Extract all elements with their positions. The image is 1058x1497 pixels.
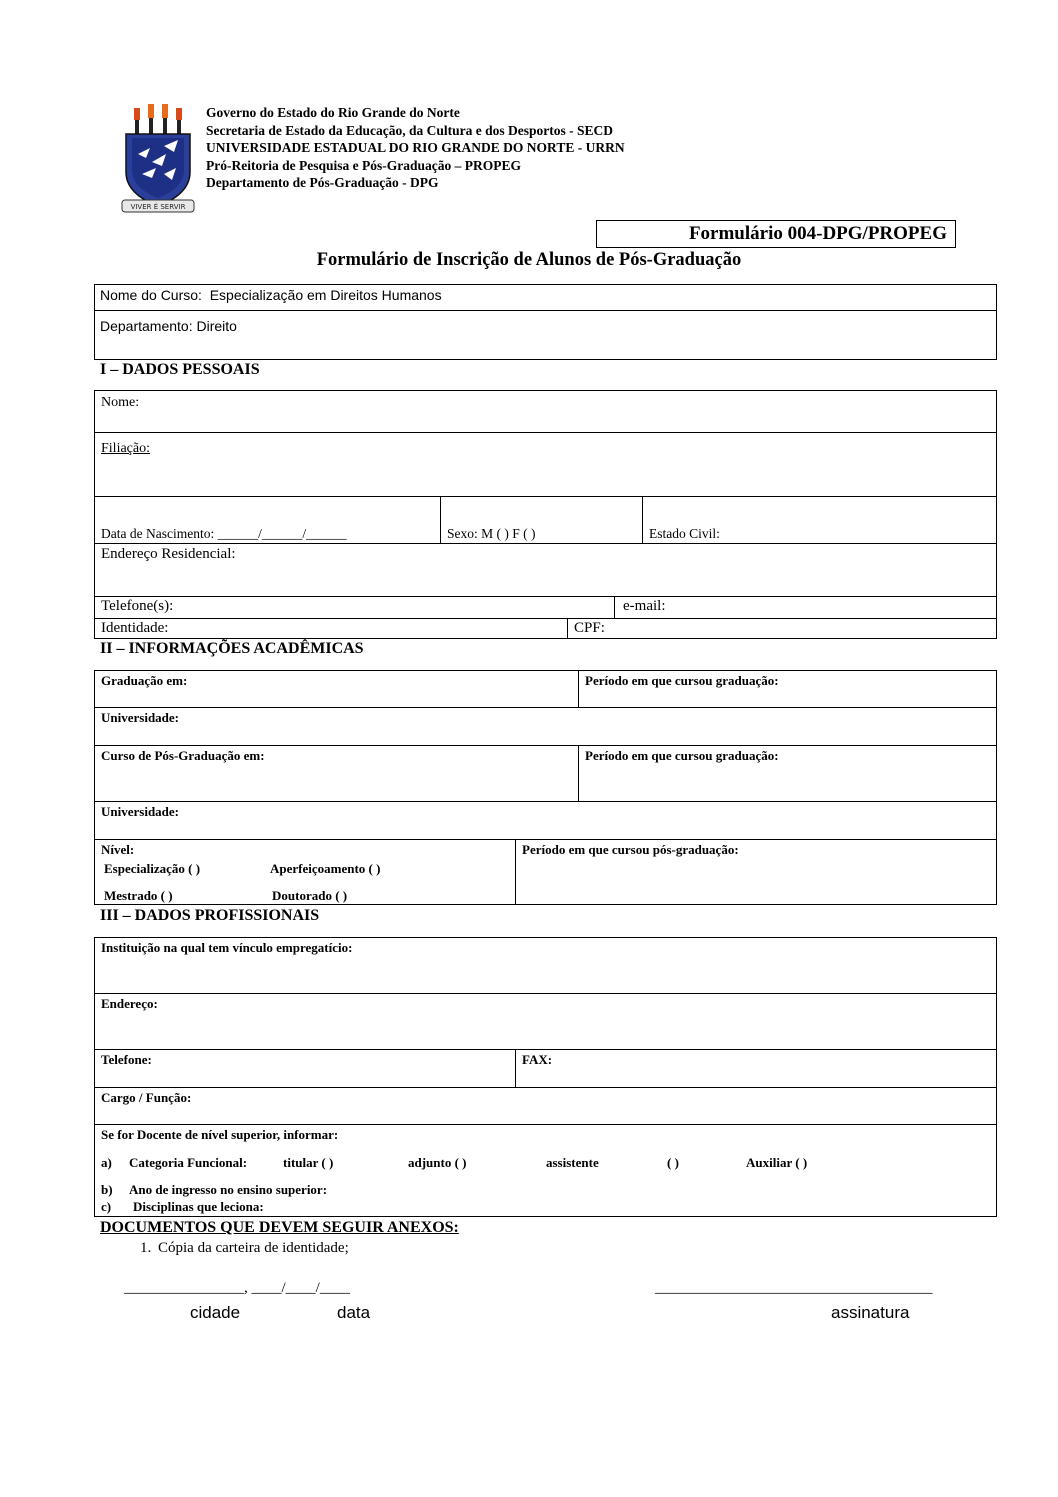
category-auxiliar-option[interactable]: Auxiliar ( ) — [746, 1155, 808, 1170]
level-label: Nível: — [101, 842, 135, 857]
header-line-1: Governo do Estado do Rio Grande do Norte — [206, 105, 460, 120]
teacher-info-label: Se for Docente de nível superior, informar: — [101, 1127, 339, 1142]
section-professional-title: III – DADOS PROFISSIONAIS — [100, 907, 320, 924]
postgrad-period-field[interactable]: Período em que cursou pós-graduação: — [522, 842, 739, 857]
torches-icon — [134, 104, 182, 134]
city-caption: cidade — [190, 1303, 241, 1322]
header-line-5: Departamento de Pós-Graduação - DPG — [206, 175, 439, 190]
marital-status-field[interactable]: Estado Civil: — [649, 526, 720, 541]
course-name-field[interactable] — [100, 287, 442, 303]
institution-header — [206, 104, 625, 192]
course-name-label: Nome do Curso: — [100, 287, 202, 303]
document-item-number: 1. — [140, 1240, 152, 1256]
form-code: Formulário 004-DPG/PROPEG — [596, 220, 956, 248]
university-logo — [118, 102, 198, 216]
section-personal-title: I – DADOS PESSOAIS — [100, 361, 260, 378]
header-line-2: Secretaria de Estado da Educação, da Cultura e dos Desportos - SECD — [206, 122, 614, 138]
work-address-field[interactable]: Endereço: — [101, 996, 158, 1011]
category-adjunto-option[interactable]: adjunto ( ) — [408, 1155, 467, 1170]
graduation-period-field[interactable]: Período em que cursou graduação: — [585, 673, 779, 688]
category-label: Categoria Funcional: — [129, 1155, 248, 1170]
department-label: Departamento: — [100, 318, 193, 334]
item-a-label: a) — [101, 1155, 112, 1170]
form-title: Formulário de Inscrição de Alunos de Pós-Graduação — [316, 250, 742, 270]
birthdate-field[interactable]: Data de Nascimento: ______/______/______ — [101, 526, 347, 541]
department-value: Direito — [196, 318, 237, 334]
employer-field[interactable]: Instituição na qual tem vínculo empregatício: — [101, 940, 353, 955]
category-assistente-label: assistente — [546, 1155, 599, 1170]
cpf-field[interactable]: CPF: — [574, 620, 605, 636]
home-address-field[interactable]: Endereço Residencial: — [101, 546, 236, 562]
signature-caption: assinatura — [831, 1303, 910, 1322]
academic-box — [94, 670, 997, 905]
documents-title: DOCUMENTOS QUE DEVEM SEGUIR ANEXOS: — [100, 1219, 459, 1236]
professional-box — [94, 937, 997, 1217]
position-field[interactable]: Cargo / Função: — [101, 1090, 192, 1105]
fax-field[interactable]: FAX: — [522, 1052, 553, 1067]
filiation-field[interactable]: Filiação: — [101, 441, 150, 456]
signature-line[interactable]: _____________________________________ — [655, 1280, 933, 1296]
document-item-text: Cópia da carteira de identidade; — [158, 1240, 349, 1256]
item-c-label: c) — [101, 1199, 112, 1214]
header-line-4: Pró-Reitoria de Pesquisa e Pós-Graduação – PROPEG — [206, 157, 521, 173]
category-titular-option[interactable]: titular ( ) — [283, 1155, 334, 1170]
personal-data-box — [94, 390, 997, 639]
graduation-field[interactable]: Graduação em: — [101, 673, 188, 688]
level-masters-option[interactable]: Mestrado ( ) — [104, 888, 173, 903]
university-field-2[interactable]: Universidade: — [101, 804, 179, 819]
phones-field[interactable]: Telefone(s): — [101, 598, 174, 614]
level-doctorate-option[interactable]: Doutorado ( ) — [272, 888, 348, 903]
logo-motto: VIVER É SERVIR — [130, 203, 186, 211]
date-caption: data — [337, 1303, 371, 1322]
section-academic-title: II – INFORMAÇÕES ACADÊMICAS — [100, 640, 364, 657]
header-line-3: UNIVERSIDADE ESTADUAL DO RIO GRANDE DO NORTE - URRN — [206, 140, 625, 155]
category-assistente-option[interactable]: ( ) — [667, 1155, 679, 1170]
sex-field[interactable]: Sexo: M ( ) F ( ) — [447, 526, 536, 541]
level-improvement-option[interactable]: Aperfeiçoamento ( ) — [270, 861, 381, 876]
department-field[interactable] — [100, 318, 237, 334]
subjects-field[interactable]: Disciplinas que leciona: — [133, 1199, 264, 1214]
level-specialization-option[interactable]: Especialização ( ) — [104, 861, 201, 876]
graduation-period-field-2[interactable]: Período em que cursou graduação: — [585, 748, 779, 763]
item-b-label: b) — [101, 1182, 113, 1197]
email-field[interactable]: e-mail: — [623, 598, 666, 614]
identity-field[interactable]: Identidade: — [101, 620, 169, 636]
city-date-line[interactable]: ________________, ____/____/____ — [124, 1280, 350, 1296]
postgrad-course-field[interactable]: Curso de Pós-Graduação em: — [101, 748, 265, 763]
course-name-value: Especialização em Direitos Humanos — [209, 287, 442, 303]
name-field[interactable]: Nome: — [101, 395, 140, 410]
work-phone-field[interactable]: Telefone: — [101, 1052, 152, 1067]
entry-year-field[interactable]: Ano de ingresso no ensino superior: — [129, 1182, 328, 1197]
university-field-1[interactable]: Universidade: — [101, 710, 179, 725]
